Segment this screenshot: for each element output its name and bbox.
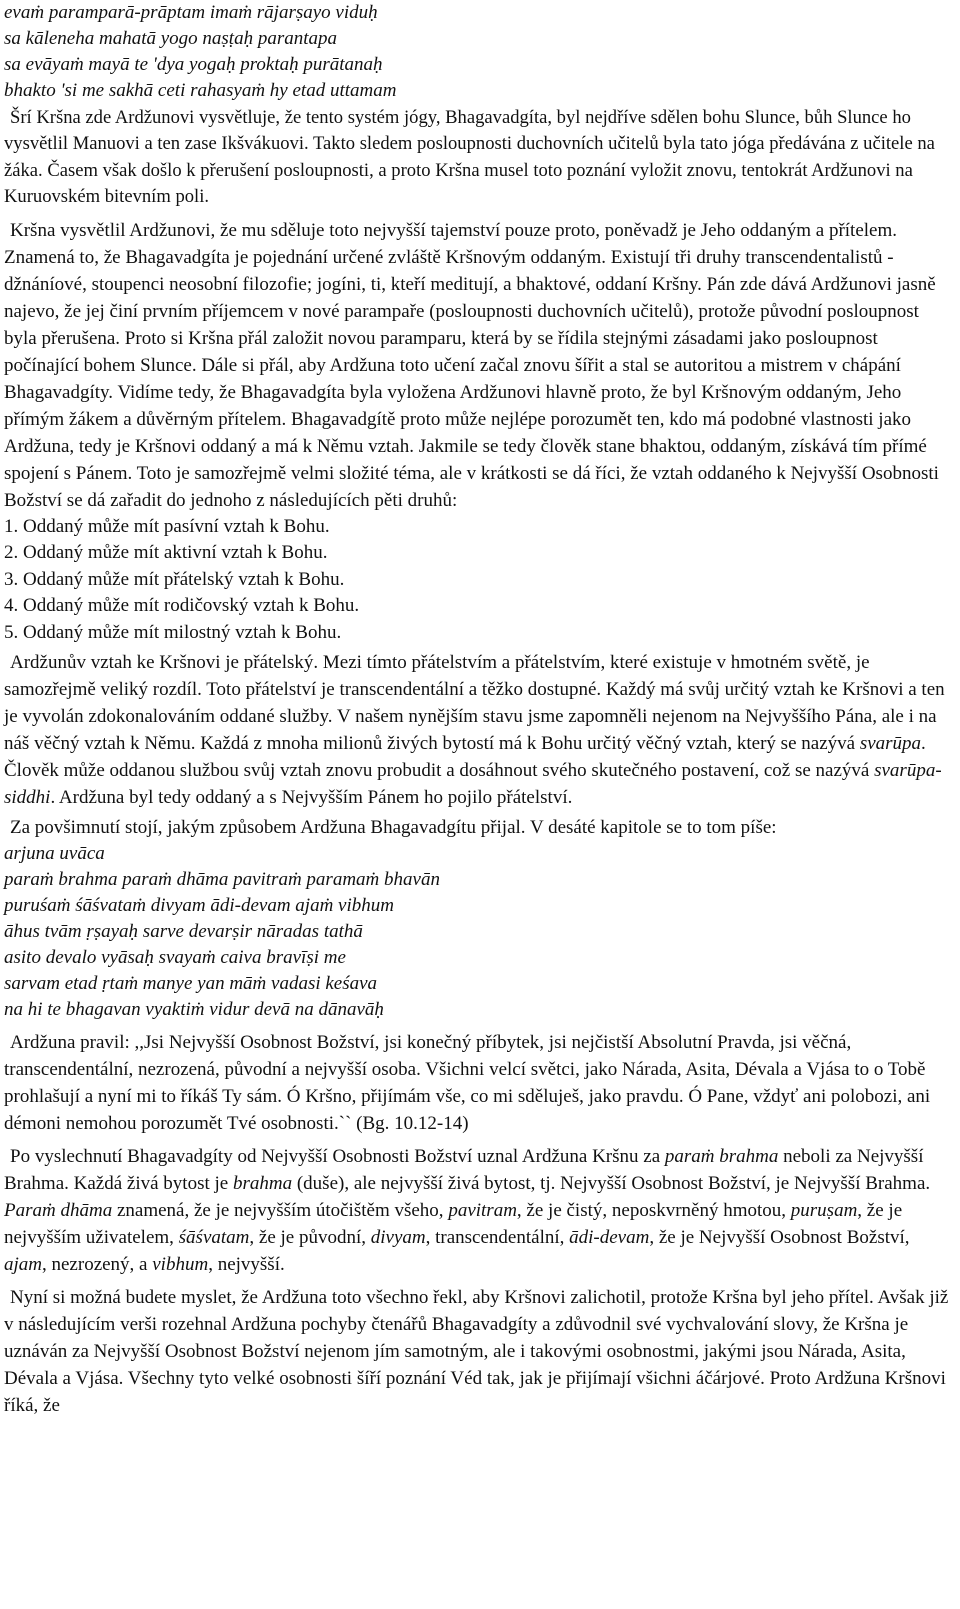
sanskrit-term: svarūpa [859,733,922,755]
paragraph-7: Nyní si možná budete myslet, že Ardžuna toto všechno řekl, aby Kršnovi zalichotil, protože Kršna byl jeho přítel. Avšak již v následujícím verši rozehnal Ardžuna pochyby čtenářů Bhagavadgíty a zdůvodnil své vychvalování slovy, že Kršna je uznáván za Nejvyšší Osobnost Božství nejenom jím samotným, ale i takovými osobnostmi, jakými jsou Nárada, Asita, Dévala a Vjása. Všechny tyto velké osobnosti šíří poznání Véd tak, jak je přijímají všichni áčárjové. Proto Ardžuna Kršnovi říká, že [4,1287,949,1417]
sanskrit-term: vibhum [152,1254,209,1276]
sanskrit-term: paraṁ brahma [664,1146,779,1168]
verse-line: paraṁ brahma paraṁ dhāma pavitraṁ paramaṁ bhavān [4,869,440,891]
paragraph-1: Šrí Kršna zde Ardžunovi vysvětluje, že tento systém jógy, Bhagavadgíta, byl nejdříve sdělen bohu Slunce, bůh Slunce ho vysvětlil Manuovi a ten zase Ikšvákuovi. Takto sledem posloupnosti duchovních učitelů byla tato jóga předávána z učitele na žáka. Časem však došlo k přerušení posloupnosti, a proto Kršna musel toto poznání vyložit znovu, tentokrát Ardžunovi na Kuruovském bitevním poli. [4,107,935,208]
text-run: . Člověk může oddanou službou svůj vztah znovu probudit a dosáhnout svého skutečného postavení, což se nazývá [4,733,926,782]
text-run: , transcendentální, [425,1227,570,1249]
text-run: Po vyslechnutí Bhagavadgíty od Nejvyšší Osobnosti Božství uznal Ardžuna Kršnu za [10,1146,665,1168]
sanskrit-term: ajam [4,1254,42,1276]
text-run: neboli za Nejvyšší Brahma. Každá živá bytost je [4,1146,924,1195]
verse-line: bhakto 'si me sakhā ceti rahasyaṁ hy etad uttamam [4,80,397,101]
sanskrit-term: brahma [232,1173,293,1195]
verse-line: puruśaṁ śāśvataṁ divyam ādi-devam ajaṁ vibhum [4,895,394,917]
text-run: , že je původní, [249,1227,371,1249]
verse-line: āhus tvām ṛṣayaḥ sarve devarṣir nāradas tathā [4,921,363,943]
list-item: 4. Oddaný může mít rodičovský vztah k Bohu. [4,595,360,617]
text-run: znamená, že je nejvyšším útočištěm všeho, [112,1200,449,1222]
list-item: 3. Oddaný může mít přátelský vztah k Bohu. [4,568,345,590]
text-run: , nezrozený, a [42,1254,153,1276]
verse-line: evaṁ paramparā-prāptam imaṁ rājarṣayo viduḥ [4,2,378,23]
verse-line: sa kāleneha mahatā yogo naṣṭaḥ parantapa [4,28,338,49]
sanskrit-term: śāśvatam [178,1227,250,1249]
verse-top [4,0,956,104]
text-run: , že je Nejvyšší Osobnost Božství, [649,1227,910,1249]
verse-line: arjuna uvāca [4,843,105,865]
paragraph-3 [4,649,956,811]
sanskrit-term: ādi-devam [569,1227,650,1249]
text-run: , že je nejvyšším uživatelem, [4,1200,903,1249]
sanskrit-term: pavitram [448,1200,517,1222]
sanskrit-term: svarūpa-siddhi [4,760,942,809]
list-item: 5. Oddaný může mít milostný vztah k Bohu. [4,621,342,643]
verse-line: sa evāyaṁ mayā te 'dya yogaḥ proktaḥ purātanaḥ [4,54,383,75]
verse-line: na hi te bhagavan vyaktiṁ vidur devā na dānavāḥ [4,999,384,1021]
verse-mid [4,841,956,1023]
paragraph-4: Za povšimnutí stojí, jakým způsobem Ardžuna Bhagavadgítu přijal. V desáté kapitole se to tom píše: [10,817,777,839]
text-run: Ardžunův vztah ke Kršnovi je přátelský. Mezi tímto přátelstvím a přátelstvím, které existuje v hmotném světě, je samozřejmě veliký rozdíl. Toto přátelství je transcendentální a těžko dostupné. Každý má svůj určitý vztah ke Kršnovi a ten je vyvolán zdokonalováním oddané služby. V našem nynějším stavu jsme zapomněli nejenom na Nejvyššího Pána, ale i na náš věčný vztah k Němu. Každá z mnoha milionů živých bytostí má k Bohu určitý věčný vztah, který se nazývá [4,652,945,755]
text-run: , že je čistý, neposkvrněný hmotou, [516,1200,791,1222]
sanskrit-term: Paraṁ dhāma [4,1200,113,1222]
verse-line: sarvam etad ṛtaṁ manye yan māṁ vadasi keśava [4,973,378,995]
text-run: . Ardžuna byl tedy oddaný a s Nejvyšším Pánem ho pojilo přátelství. [50,787,573,809]
relationship-list [4,514,956,647]
verse-line: asito devalo vyāsaḥ svayaṁ caiva bravīṣi me [4,947,346,969]
sanskrit-term: divyam [370,1227,426,1249]
paragraph-5: Ardžuna pravil: ,,Jsi Nejvyšší Osobnost Božství, jsi konečný příbytek, jsi nejčistší Absolutní Pravda, jsi věčná, transcendentální, nezrozená, původní a nejvyšší osoba. Všichni velcí světci, jako Nárada, Asita, Dévala a Vjása to o Tobě prohlašují a nyní mi to říkáš Ty sám. Ó Kršno, přijímám vše, co mi sděluješ, jako pravdu. Ó Pane, vždyť ani polobozi, ani démoni nemohou porozumět Tvé osobnosti.`` (Bg. 10.12-14) [4,1032,931,1135]
text-run: (duše), ale nejvyšší živá bytost, tj. Nejvyšší Osobnost Božství, je Nejvyšší Brahma. [292,1173,931,1195]
text-run: , nejvyšší. [208,1254,285,1276]
list-item: 2. Oddaný může mít aktivní vztah k Bohu. [4,542,328,564]
sanskrit-term: puruṣam [790,1200,858,1222]
paragraph-2: Kršna vysvětlil Ardžunovi, že mu sděluje toto nejvyšší tajemství pouze proto, poněvadž je Jeho oddaným a přítelem. Znamená to, že Bhagavadgíta je pojednání určené zvláště Kršnovým oddaným. Existují tři druhy transcendentalistů - džnáníové, stoupenci neosobní filozofie; jogíni, ti, kteří meditují, a bhaktové, oddaní Kršny. Pán zde dává Ardžunovi jasně najevo, že jej činí prvním příjemcem v nové parampaře (posloupnosti duchovních učitelů), protože původní posloupnost byla přerušena. Proto si Kršna přál založit novou paramparu, která by se řídila stejnými zásadami jako posloupnost počínající bohem Slunce. Dále si přál, aby Ardžuna toto učení začal znovu šířit a stal se autoritou a mistrem v chápání Bhagavadgíty. Vidíme tedy, že Bhagavadgíta byla vyložena Ardžunovi hlavně proto, že byl Kršnovým oddaným, Jeho přímým žákem a důvěrným přítelem. Bhagavadgítě proto může nejlépe porozumět ten, kdo má podobné vlastnosti jako Ardžuna, tedy je Kršnovi oddaný a má k Němu vztah. Jakmile se tedy člověk stane bhaktou, oddaným, získává tím přímé spojení s Pánem. Toto je samozřejmě velmi složité téma, ale v krátkosti se dá říci, že vztah oddaného k Nejvyšší Osobnosti Božství se dá zařadit do jednoho z následujících pěti druhů: [4,219,939,511]
list-item: 1. Oddaný může mít pasívní vztah k Bohu. [4,515,330,537]
paragraph-6 [4,1143,956,1278]
